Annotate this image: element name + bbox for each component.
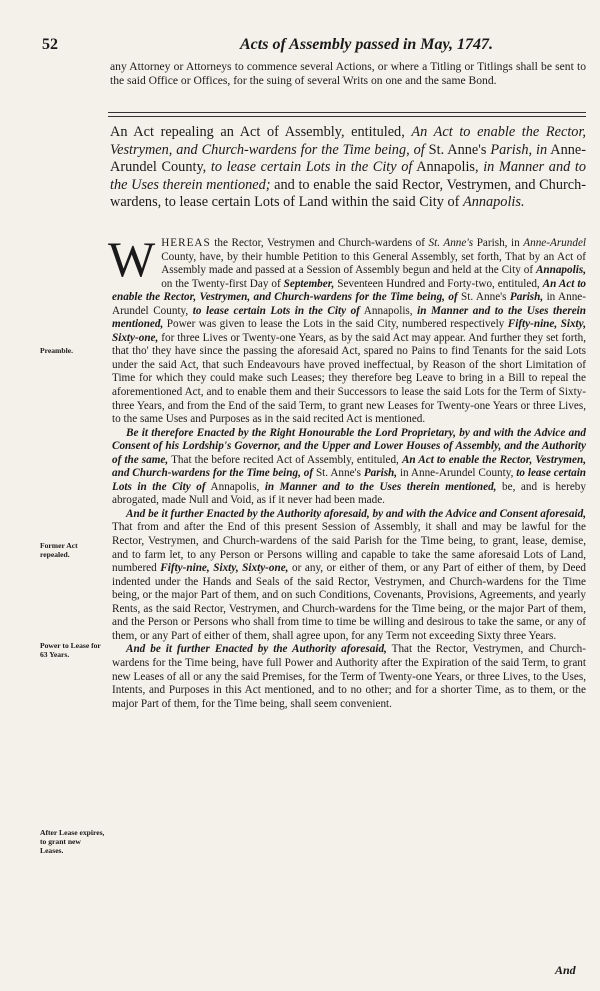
preamble-paragraph: W HEREAS the Rector, Vestrymen and Church-wardens of St. Anne's Parish, in Anne-Arundel County, have, by their humble Petition to this General Assembly, set forth, That by an Act of Assembly made and passed at a Session of Assembly begun and held at the City of Annapolis, on the Twenty-first Day of September, Seventeen Hundred and Forty-two, entituled, An Act to enable the Rector, Vestrymen, and Church-wardens for the Time being, of St. Anne's Parish, in Anne-Arundel County, to lease certain Lots in the City of Annapolis, in Manner and to the Uses therein mentioned, Power was given to lease the Lots in the said City, numbered respectively Fifty-nine, Sixty, Sixty-one, for three Lives or Twenty-one Years, as by the said Act may appear. And further they set forth, that tho' they have since the passing the aforesaid Act, spared no Pains to find Tenants for the said Lots under the said Act, that such Endeavours have proved ineffectual, by Reason of the short Limitation of Time for which they could make such Leases; they therefore beg Leave to bring in a Bill to repeal the aforementioned Act, and to enable them and their Successors to lease the said Lots for the Term of Sixty-three Years, and from the End of the said Term, to grant new Leases for Twenty-one Years or three Lives, to the same Uses and Purposes as in the said recited Act is mentioned. <box>108 231 587 426</box>
divider-rule <box>108 112 586 113</box>
page-header <box>40 36 570 58</box>
catchword: And <box>555 963 576 977</box>
drop-cap: W <box>108 231 156 287</box>
margin-note-after-lease: After Lease expires, to grant new Leases. <box>40 828 105 855</box>
enacting-paragraph-2: And be it further Enacted by the Authority aforesaid, by and with the Advice and Consent aforesaid, That from and after the End of this present Session of Assembly, it shall and may be lawful for the Rector, Vestrymen, and Church-wardens of the said Parish for the Time being, to grant, lease, demise, and to farm let, to any Person or Persons willing and capable to take the same aforesaid Lots of Land, numbered Fifty-nine, Sixty, Sixty-one, or any, or either of them, or any Part of either of them, by Deed indented under the Hands and Seals of the said Rector, Vestrymen, and Church-wardens for the Time being, or the major Part of them, and on such Conditions, Covenants, Provisions, Agreements, and yearly Rents, as the said Rector, Vestrymen, and Church-wardens for the Time being, or the major Part of them, and the Person or Persons who shall from time to time be willing and desirous to take the same, or any of them, or any Part of either of them, shall agree upon, for any Term not exceeding Sixty three Years. <box>112 507 587 642</box>
enacting-paragraph-3: And be it further Enacted by the Authority aforesaid, That the Rector, Vestrymen, and Church-wardens for the Time being, have full Power and Authority after the Expiration of the said Term, to grant new Leases of all or any the said Premises, for the Term of Twenty-one Years, or three Lives, to the Uses, Intents, and Purposes in this Act mentioned, and to no other; and for a shorter Time, as to them, or the major Part of them, for the Time being, shall seem convenient. <box>112 643 586 710</box>
margin-note-power-to-lease: Power to Lease for 63 Years. <box>40 641 101 659</box>
act-body <box>108 231 587 711</box>
margin-note-preamble: Preamble. <box>40 346 73 355</box>
margin-note-former-act: Former Act repealed. <box>40 541 78 559</box>
act-title: An Act repealing an Act of Assembly, entituled, An Act to enable the Rector, Vestrymen, and Church-wardens for the Time being, of St. Anne's Parish, in Anne-Arundel County, to lease certain Lots in the City of Annapolis, in Manner and to the Uses therein mentioned; and to enable the said Rector, Vestrymen, and Church-wardens, to lease certain Lots of Land within the said City of Annapolis. <box>110 124 587 210</box>
running-title: Acts of Assembly passed in May, 1747. <box>240 36 494 53</box>
enacting-paragraph-1: Be it therefore Enacted by the Right Honourable the Lord Proprietary, by and with the Advice and Consent of his Lordship's Governor, and the Upper and Lower Houses of Assembly, and the Authority of the same, That the before recited Act of Assembly, entituled, An Act to enable the Rector, Vestrymen, and Church-wardens for the Time being, of St. Anne's Parish, in Anne-Arundel County, to lease certain Lots in the City of Annapolis, in Manner and to the Uses therein mentioned, be, and is hereby abrogated, made Null and Void, as if it never had been made. <box>112 426 587 507</box>
divider-rule <box>108 116 586 117</box>
page-number: 52 <box>42 36 58 53</box>
continued-text: any Attorney or Attorneys to commence several Actions, or where a Titling or Titlings shall be sent to the said Office or Offices, for the suing of several Writs on one and the same Bond. <box>110 60 586 87</box>
